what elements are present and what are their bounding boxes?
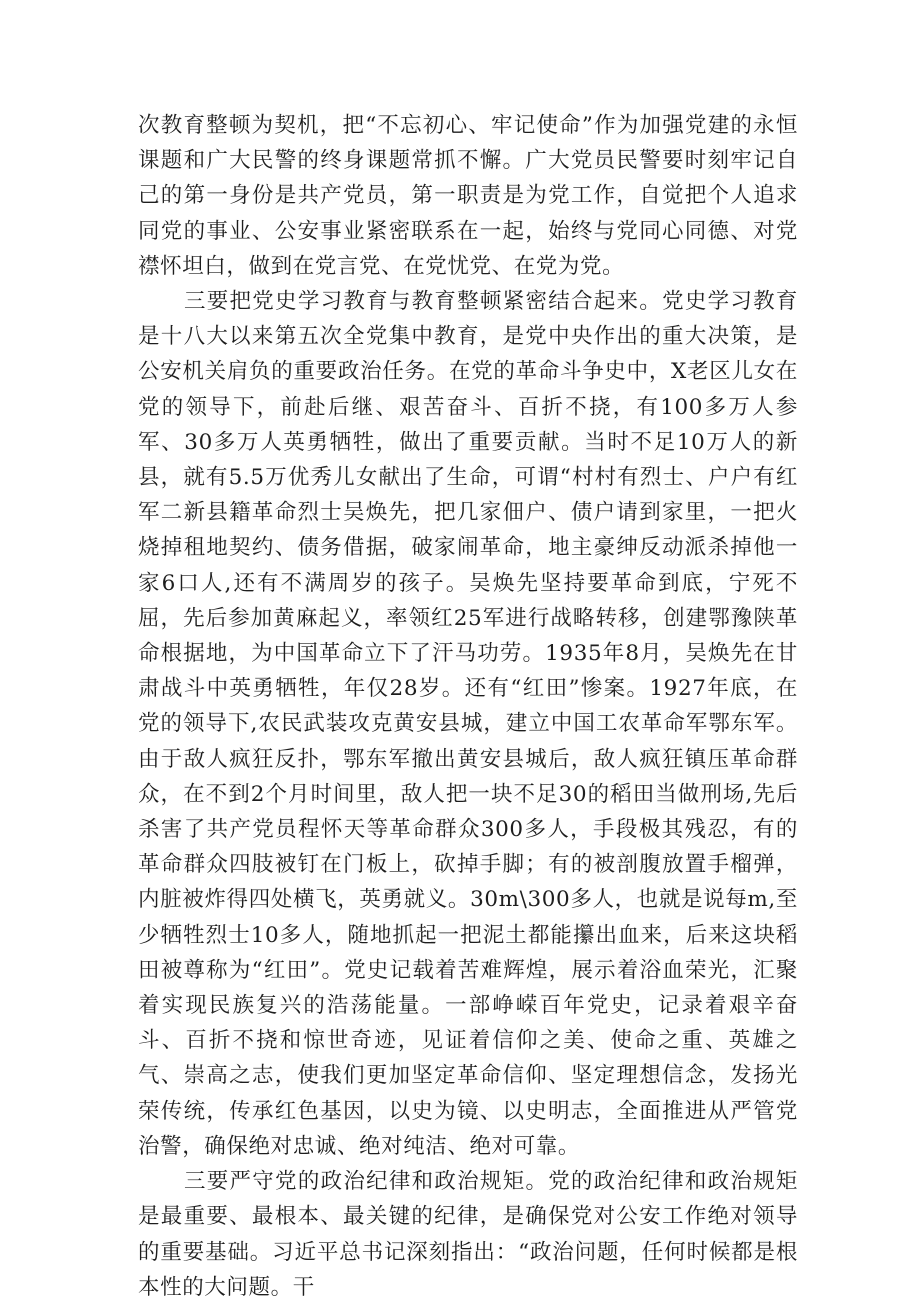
paragraph-1: 次教育整顿为契机，把“不忘初心、牢记使命”作为加强党建的永恒课题和广大民警的终身课题常抓不懈。广大党员民警要时刻牢记自己的第一身份是共产党员，第一职责是为党工作，自觉把个人追求同党的事业、公安事业紧密联系在一起，始终与党同心同德、对党襟怀坦白，做到在党言党、在党忧党、在党为党。 <box>138 113 798 279</box>
paragraph-3: 三要严守党的政治纪律和政治规矩。党的政治纪律和政治规矩是最重要、最根本、最关键的纪律，是确保党对公安工作绝对领导的重要基础。习近平总书记深刻指出：“政治问题，任何时候都是根本性的大问题。干 <box>138 1169 798 1300</box>
paragraph-2: 三要把党史学习教育与教育整顿紧密结合起来。党史学习教育是十八大以来第五次全党集中教育，是党中央作出的重大决策，是公安机关肩负的重要政治任务。在党的革命斗争史中，X老区儿女在党的领导下，前赴后继、艰苦奋斗、百折不挠，有100多万人参军、30多万人英勇牺牲，做出了重要贡献。当时不足10万人的新县，就有5.5万优秀儿女献出了生命，可谓“村村有烈士、户户有红军二新县籍革命烈士吴焕先，把几家佃户、债户请到家里，一把火烧掉租地契约、债务借据，破家闹革命，地主豪绅反动派杀掉他一家6口人,还有不满周岁的孩子。吴焕先坚持要革命到底，宁死不屈，先后参加黄麻起义，率领红25军进行战略转移，创建鄂豫陕革命根据地，为中国革命立下了汗马功劳。1935年8月，吴焕先在甘肃战斗中英勇牺牲，年仅28岁。还有“红田”惨案。1927年底，在党的领导下,农民武装攻克黄安县城，建立中国工农革命军鄂东军。由于敌人疯狂反扑，鄂东军撤出黄安县城后，敌人疯狂镇压革命群众，在不到2个月时间里，敌人把一块不足30的稻田当做刑场,先后杀害了共产党员程怀天等革命群众300多人，手段极其残忍，有的革命群众四肢被钉在门板上，砍掉手脚；有的被剖腹放置手榴弹，内脏被炸得四处横飞，英勇就义。30m\300多人，也就是说每m,至少牺牲烈士10多人，随地抓起一把泥土都能攥出血来，后来这块稻田被尊称为“红田”。党史记载着苦难辉煌，展示着浴血荣光，汇聚着实现民族复兴的浩荡能量。一部峥嵘百年党史，记录着艰辛奋斗、百折不挠和惊世奇迹，见证着信仰之美、使命之重、英雄之气、崇高之志，使我们更加坚定革命信仰、坚定理想信念，发扬光荣传统，传承红色基因，以史为镜、以史明志，全面推进从严管党治警，确保绝对忠诚、绝对纯洁、绝对可靠。 <box>138 289 798 1159</box>
document-body <box>138 108 798 1305</box>
